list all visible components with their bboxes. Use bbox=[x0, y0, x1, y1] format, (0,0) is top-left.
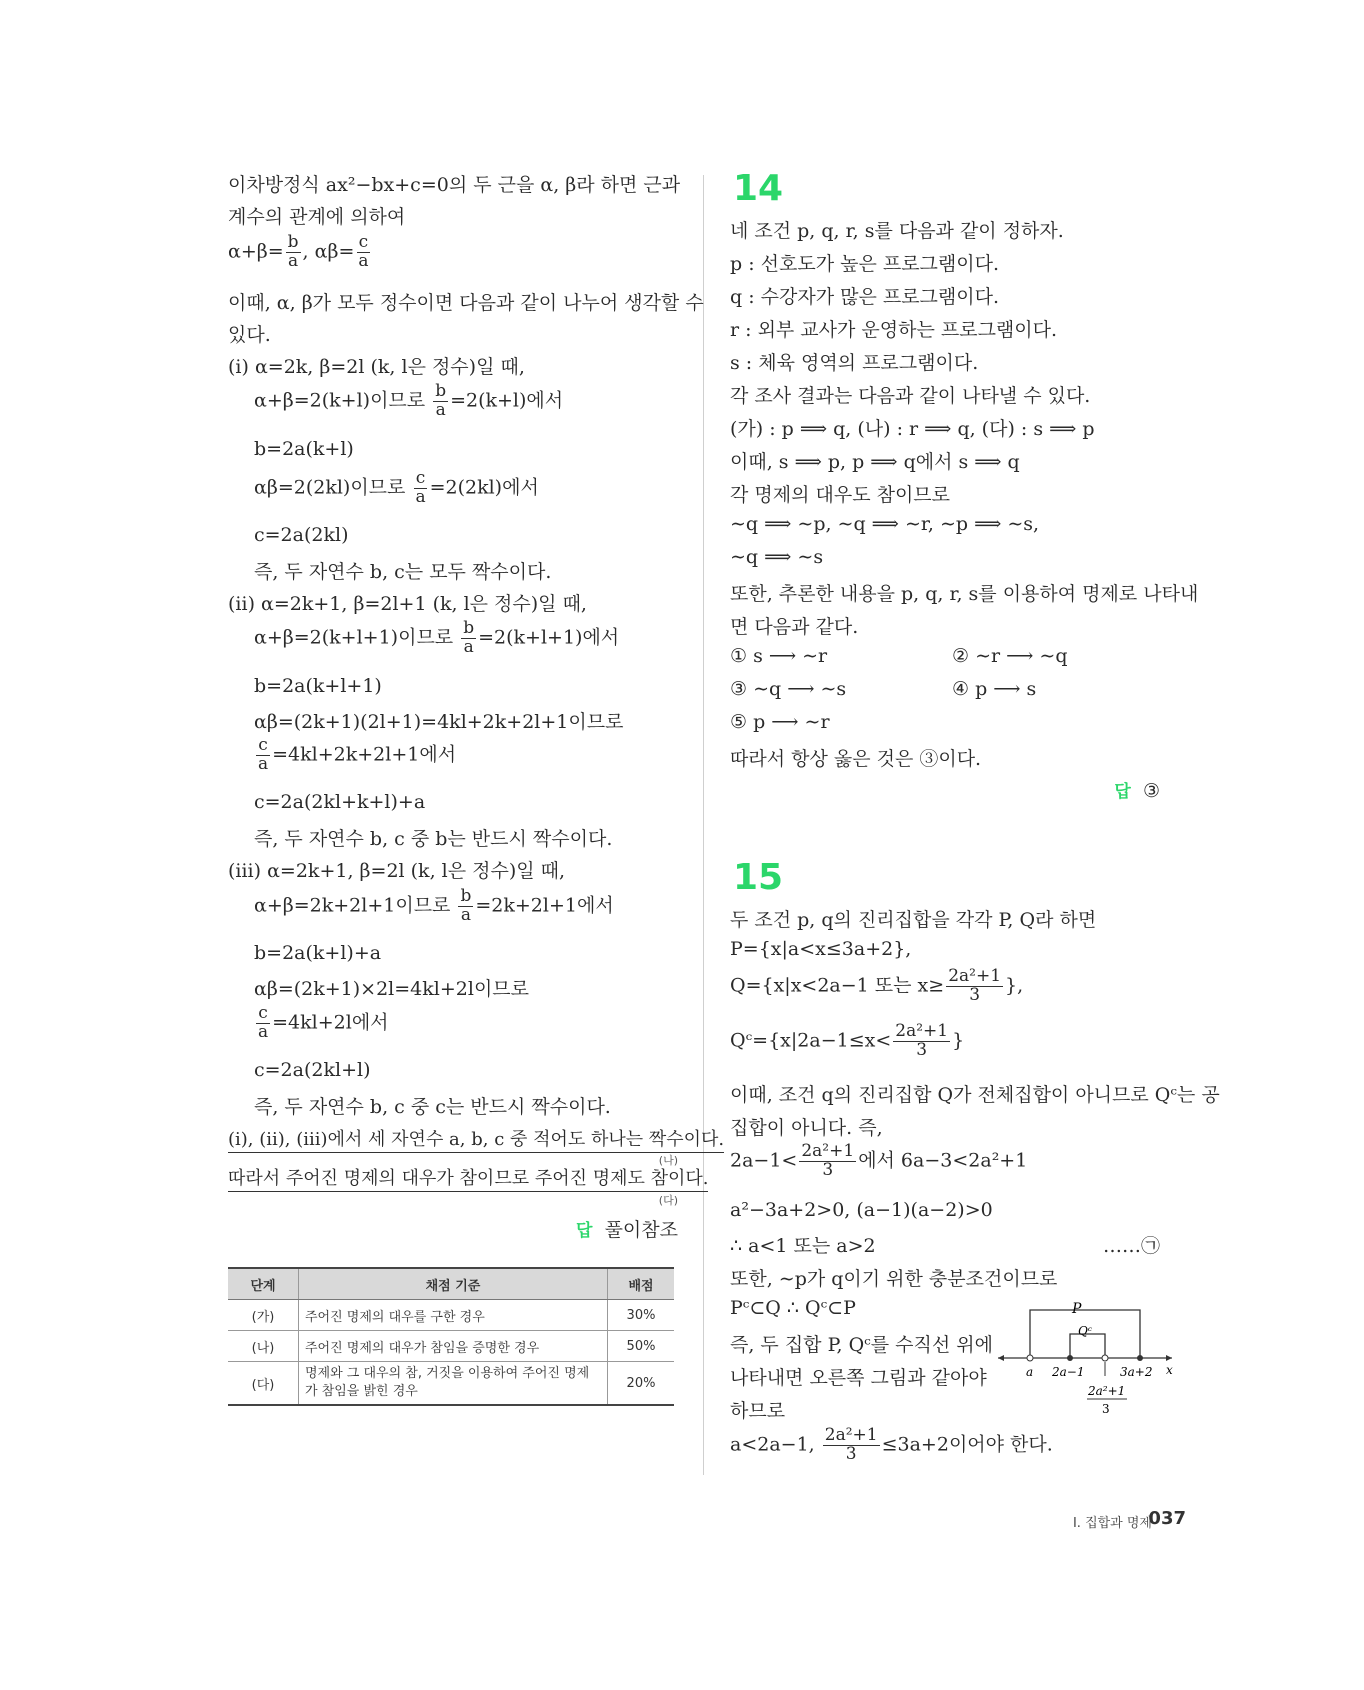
text-line: 각 조사 결과는 다음과 같이 나타낼 수 있다. bbox=[730, 385, 1091, 407]
formula-line: αβ=2(2kl)이므로 $\frac{c}{a}$ =2(2kl)에서 bbox=[254, 468, 539, 507]
formula-Q: Q={x|x<2a−1 또는 x≥ $\frac{\text{2a²+1}}{3}$ }, bbox=[730, 966, 1024, 1005]
fig-label-P: P bbox=[1072, 1301, 1082, 1317]
formula-vieta: α+β= $\frac{b}{a}$ , αβ= $\frac{c}{a}$ bbox=[228, 232, 369, 271]
text-line: 계수의 관계에 의하여 bbox=[228, 206, 406, 228]
final-line: 따라서 주어진 명제의 대우가 참이므로 주어진 명제도 참이다. bbox=[228, 1164, 708, 1190]
formula-line: $\frac{c}{a}$ =4kl+2l에서 bbox=[258, 1003, 389, 1042]
text-line: 따라서 항상 옳은 것은 ③이다. bbox=[730, 748, 982, 770]
text-line: a²−3a+2>0, (a−1)(a−2)>0 bbox=[730, 1199, 993, 1221]
text-line: b=2a(k+l) bbox=[254, 438, 354, 460]
text-line: 이차방정식 ax²−bx+c=0의 두 근을 α, β라 하면 근과 bbox=[228, 174, 681, 196]
text-line: Pᶜ⊂Q ∴ Qᶜ⊂P bbox=[730, 1297, 856, 1319]
case-iii-heading: (ⅲ) α=2k+1, β=2l (k, l은 정수)일 때, bbox=[228, 860, 566, 882]
text-line: 즉, 두 집합 P, Qᶜ를 수직선 위에 bbox=[730, 1334, 993, 1356]
text-line: c=2a(2kl+k+l)+a bbox=[254, 791, 426, 813]
number-line-figure bbox=[990, 1300, 1180, 1420]
text-line: p : 선호도가 높은 프로그램이다. bbox=[730, 253, 1000, 275]
text-line: 즉, 두 자연수 b, c 중 b는 반드시 짝수이다. bbox=[254, 828, 613, 850]
formula-line: $\frac{c}{a}$ =4kl+2k+2l+1에서 bbox=[258, 735, 457, 774]
text-line: 또한, 추론한 내용을 p, q, r, s를 이용하여 명제로 나타내 bbox=[730, 583, 1199, 605]
label-giyeok: ……㉠ bbox=[1102, 1235, 1160, 1257]
column-divider bbox=[703, 175, 704, 1475]
formula-last: a<2a−1, $\frac{\text{2a²+1}}{3}$ ≤3a+2이어야 한다. bbox=[730, 1425, 1053, 1464]
text-line: αβ=(2k+1)×2l=4kl+2l이므로 bbox=[254, 978, 530, 1000]
mark-da: (다) bbox=[658, 1194, 678, 1207]
choice-4: ④ p ⟶ s bbox=[952, 678, 1037, 700]
fig-label-2a-1: 2a−1 bbox=[1052, 1365, 1085, 1379]
text-line: 이때, s ⟹ p, p ⟹ q에서 s ⟹ q bbox=[730, 451, 1020, 473]
text-line: 있다. bbox=[228, 324, 271, 346]
text-line: 즉, 두 자연수 b, c는 모두 짝수이다. bbox=[254, 561, 552, 583]
text-line: (가) : p ⟹ q, (나) : r ⟹ q, (다) : s ⟹ p bbox=[730, 418, 1095, 440]
table-row: (나) 주어진 명제의 대우가 참임을 증명한 경우 50% bbox=[228, 1331, 674, 1362]
text-line: r : 외부 교사가 운영하는 프로그램이다. bbox=[730, 319, 1058, 341]
text-line: c=2a(2kl+l) bbox=[254, 1059, 371, 1081]
text-line: 하므로 bbox=[730, 1400, 786, 1422]
text-line: q : 수강자가 많은 프로그램이다. bbox=[730, 286, 1000, 308]
fig-label-3a+2: 3a+2 bbox=[1120, 1365, 1153, 1379]
formula-line: α+β=2(k+l+1)이므로 $\frac{b}{a}$ =2(k+l+1)에서 bbox=[254, 618, 620, 657]
text-line: c=2a(2kl) bbox=[254, 524, 349, 546]
text-line: ∴ a<1 또는 a>2 bbox=[730, 1235, 876, 1257]
fig-frac-denominator: 3 bbox=[1102, 1402, 1110, 1416]
text-line: 나타내면 오른쪽 그림과 같아야 bbox=[730, 1367, 987, 1389]
formula-line: α+β=2k+2l+1이므로 $\frac{b}{a}$ =2k+2l+1에서 bbox=[254, 886, 614, 925]
choice-3: ③ ∼q ⟶ ∼s bbox=[730, 678, 847, 700]
text-line: b=2a(k+l)+a bbox=[254, 942, 382, 964]
text-line: αβ=(2k+1)(2l+1)=4kl+2k+2l+1이므로 bbox=[254, 711, 624, 733]
text-line: ∼q ⟹ ∼p, ∼q ⟹ ∼r, ∼p ⟹ ∼s, bbox=[730, 513, 1040, 535]
conclusion-line: (ⅰ), (ⅱ), (ⅲ)에서 세 자연수 a, b, c 중 적어도 하나는 짝수이다. bbox=[228, 1125, 724, 1151]
answer: 답 풀이참조 bbox=[576, 1219, 678, 1241]
question-number-15: 15 bbox=[733, 857, 784, 898]
text-line: b=2a(k+l+1) bbox=[254, 675, 382, 697]
scoring-table bbox=[228, 1267, 674, 1406]
page-number: 037 bbox=[1148, 1508, 1186, 1529]
choice-1: ① s ⟶ ∼r bbox=[730, 645, 828, 667]
formula-line: α+β=2(k+l)이므로 $\frac{b}{a}$ =2(k+l)에서 bbox=[254, 381, 564, 420]
case-i-heading: (ⅰ) α=2k, β=2l (k, l은 정수)일 때, bbox=[228, 356, 525, 378]
fig-label-a: a bbox=[1026, 1365, 1034, 1379]
table-row: (가) 주어진 명제의 대우를 구한 경우 30% bbox=[228, 1300, 674, 1331]
header-criteria: 채점 기준 bbox=[299, 1268, 608, 1300]
formula-ineq: 2a−1< $\frac{\text{2a²+1}}{3}$ 에서 6a−3<2a²+1 bbox=[730, 1141, 1028, 1180]
fig-frac-numerator: 2a²+1 bbox=[1088, 1384, 1126, 1398]
header-step: 단계 bbox=[228, 1268, 299, 1300]
table-row: (다) 명제와 그 대우의 참, 거짓을 이용하여 주어진 명제가 참임을 밝힌 경우 20% bbox=[228, 1362, 674, 1406]
formula-Qc: Qᶜ={x|2a−1≤x< $\frac{\text{2a²+1}}{3}$ } bbox=[730, 1021, 965, 1060]
choice-2: ② ∼r ⟶ ∼q bbox=[952, 645, 1068, 667]
question-number-14: 14 bbox=[733, 168, 784, 209]
text-line: 각 명제의 대우도 참이므로 bbox=[730, 484, 951, 506]
text-line: 네 조건 p, q, r, s를 다음과 같이 정하자. bbox=[730, 220, 1064, 242]
text-line: s : 체육 영역의 프로그램이다. bbox=[730, 352, 979, 374]
mark-na: (나) bbox=[658, 1154, 678, 1167]
text-line: ∼q ⟹ ∼s bbox=[730, 546, 824, 568]
header-points: 배점 bbox=[608, 1268, 675, 1300]
choice-5: ⑤ p ⟶ ∼r bbox=[730, 711, 830, 733]
text-line: 이때, α, β가 모두 정수이면 다음과 같이 나누어 생각할 수 bbox=[228, 292, 704, 314]
footer-chapter: Ⅰ. 집합과 명제 bbox=[1072, 1516, 1152, 1531]
text-line: 집합이 아니다. 즉, bbox=[730, 1117, 883, 1139]
text-line: 두 조건 p, q의 진리집합을 각각 P, Q라 하면 bbox=[730, 909, 1097, 931]
text-line: 즉, 두 자연수 b, c 중 c는 반드시 짝수이다. bbox=[254, 1096, 611, 1118]
fig-label-x: x bbox=[1166, 1363, 1173, 1377]
case-ii-heading: (ⅱ) α=2k+1, β=2l+1 (k, l은 정수)일 때, bbox=[228, 593, 587, 615]
text-line: 또한, ∼p가 q이기 위한 충분조건이므로 bbox=[730, 1268, 1058, 1290]
text-line: 면 다음과 같다. bbox=[730, 616, 859, 638]
text-line: P={x|a<x≤3a+2}, bbox=[730, 938, 912, 960]
table-header-row bbox=[228, 1268, 674, 1300]
answer: 답 ③ bbox=[1114, 780, 1160, 802]
fig-label-Qc: Qᶜ bbox=[1078, 1324, 1093, 1338]
text-line: 이때, 조건 q의 진리집합 Q가 전체집합이 아니므로 Qᶜ는 공 bbox=[730, 1084, 1220, 1106]
